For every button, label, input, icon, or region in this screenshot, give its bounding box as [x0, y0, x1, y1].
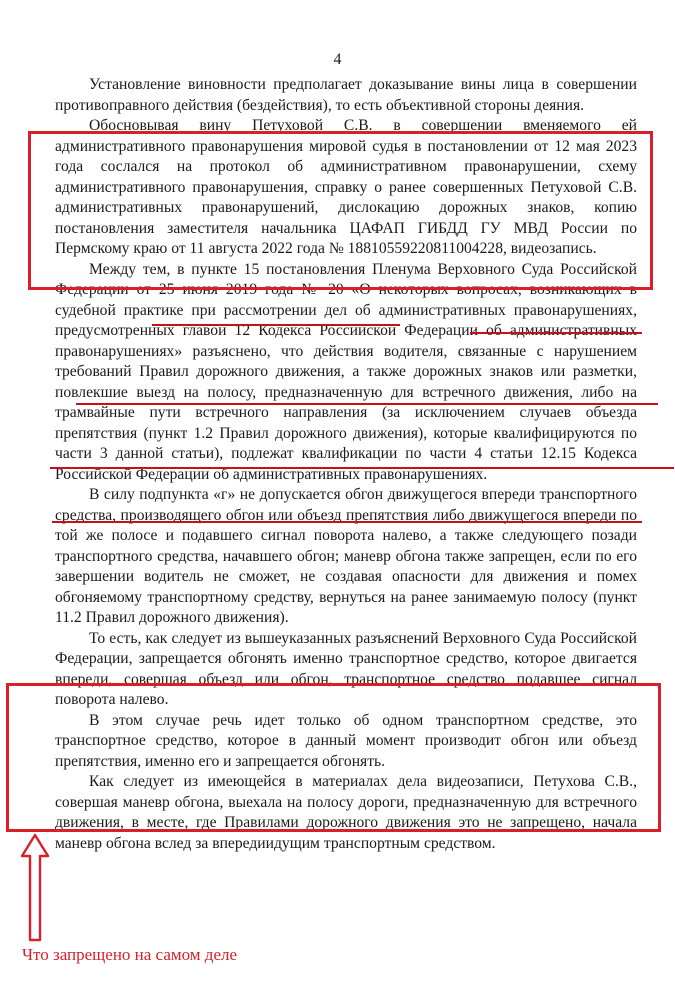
paragraph-single-vehicle: В этом случае речь идет только об одном транспортном средстве, это транспортное средство, которое в данный момент производит обгон или объезд препятствия, именно его и запрещается обгонять.	[55, 711, 637, 770]
page-number: 4	[333, 51, 342, 68]
paragraph-video-evidence: Как следует из имеющейся в материалах дела видеозаписи, Петухова С.В., совершая маневр обгона, выехала на полосу дороги, предназначенную для встречного движения, в месте, где Правилами дорожного движения это не запрещено, начала маневр обгона вслед за впередиидущим транспортным средством.	[55, 773, 637, 852]
paragraph-evidence-list: Обосновывая вину Петуховой С.В. в совершении вменяемого ей административного правонарушения мировой судья в постановлении от 12 мая 2023 года сослался на протокол об административном правонарушении, схему административного правонарушения, справку о ранее совершенных Петуховой С.В. административных правонарушений, дислокацию дорожных знаков, копию постановления заместителя начальника ЦАФАП ГИБДД ГУ МВД России по Пермскому краю от 11 августа 2022 года № 18810559220811004228, видеозапись.	[55, 117, 637, 257]
highlight-box-conclusion	[6, 683, 661, 832]
paragraph-plenum-clarification: Между тем, в пункте 15 постановления Пленума Верховного Суда Российской Федерации от 25 июня 2019 года № 20 «О некоторых вопросах, возникающих в судебной практике при рассмотрении дел об административных правонарушениях, предусмотренных главой 12 Кодекса Российской Федерации об административных правонарушениях» разъяснено, что действия водителя, связанные с нарушением требований Правил дорожного движения, а также дорожных знаков или разметки, повлекшие выезд на полосу, предназначенную для встречного движения, либо на трамвайные пути встречного направления (за исключением случаев объезда препятствия (пункт 1.2 Правил дорожного движения), которые квалифицируются по части 3 данной статьи), подлежат квалификации по части 4 статьи 12.15 Кодекса Российской Федерации об административных правонарушениях.	[55, 260, 637, 483]
underline-plenum-date	[152, 324, 400, 326]
annotation-note: Что запрещено на самом деле	[22, 945, 238, 964]
highlight-box-evidence	[28, 131, 653, 290]
underline-article-12-15	[52, 521, 642, 523]
paragraph-subclause-g: В силу подпункта «г» не допускается обгон движущегося впереди транспортного средства, производящего обгон или объезд препятствия либо движущегося впереди по той же полосе и подавшего сигнал поворота налево, а также следующего позади транспортного средства, начавшего обгон; маневр обгона также запрещен, если по его завершении водитель не сможет, не создавая опасности для движения и помех обгоняемому транспортному средству, вернуться на ранее занимаемую полосу (пункт 11.2 Правил дорожного движения).	[55, 486, 637, 626]
paragraph-guilt-definition: Установление виновности предполагает доказывание вины лица в совершении противоправного действия (бездействия), то есть объективной стороны деяния.	[55, 76, 637, 114]
up-arrow-icon	[18, 832, 52, 944]
underline-oncoming-lane	[50, 467, 674, 469]
underline-driver-actions	[76, 403, 658, 405]
paragraph-conclusion: То есть, как следует из вышеуказанных разъяснений Верховного Суда Российской Федерации, запрещается обгонять именно транспортное средство, которое двигается впереди, совершая объезд или обгон, транспортное средство подавшее сигнал поворота налево.	[55, 629, 637, 708]
underline-plenum-title	[470, 332, 642, 334]
